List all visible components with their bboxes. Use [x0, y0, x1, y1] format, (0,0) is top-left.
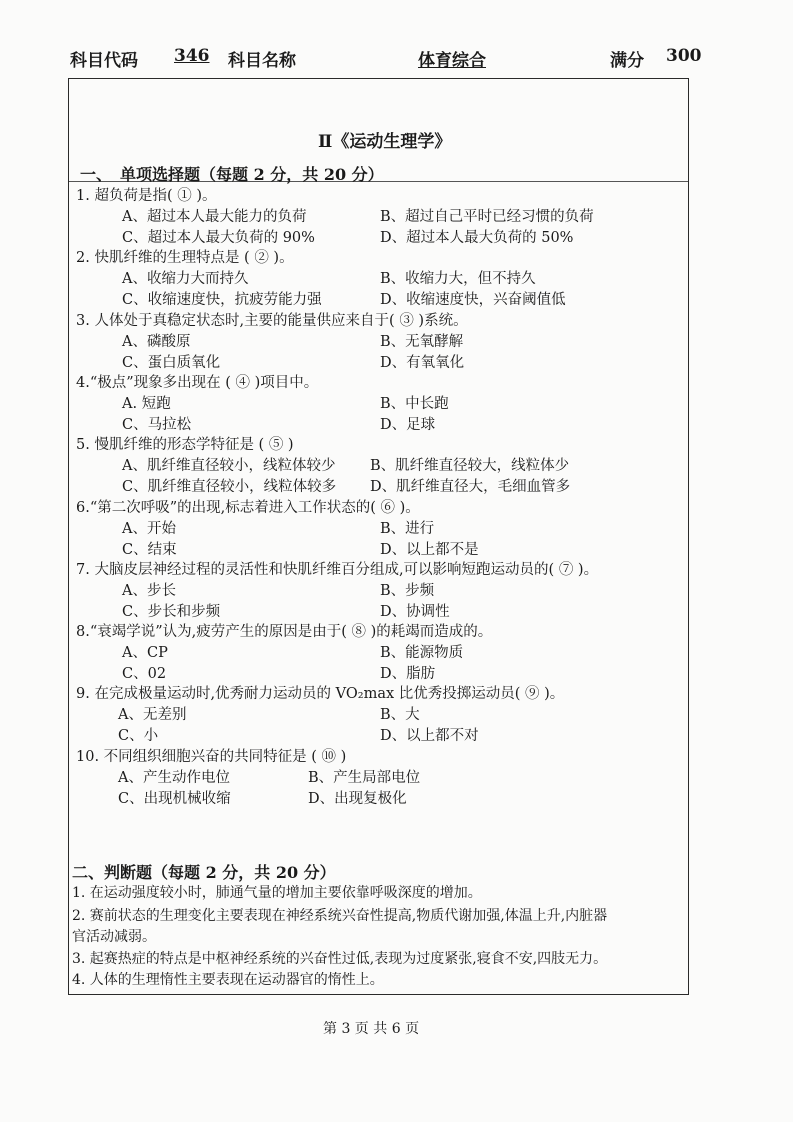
option-a: A、CP — [122, 645, 168, 662]
option-a: A、磷酸原 — [122, 333, 191, 350]
subject-code-label: 科目代码 — [70, 51, 138, 71]
question-stem: 1. 超负荷是指( ① )。 — [76, 188, 217, 204]
page-number: 第 3 页 共 6 页 — [323, 1021, 420, 1037]
option-b: B、超过自己平时已经习惯的负荷 — [380, 209, 594, 225]
full-score-value: 300 — [666, 46, 702, 66]
option-d: D、收缩速度快，兴奋阈值低 — [380, 292, 566, 309]
subject-name-label: 科目名称 — [228, 51, 296, 71]
option-b: B、能源物质 — [380, 645, 464, 662]
question-stem: 2. 快肌纤维的生理特点是 ( ② )。 — [76, 250, 294, 267]
option-b: B、产生局部电位 — [308, 769, 421, 786]
option-c: C、收缩速度快，抗疲劳能力强 — [122, 292, 322, 309]
option-d: D、有氧氧化 — [380, 354, 465, 371]
judgment-item: 2. 赛前状态的生理变化主要表现在神经系统兴奋性提高,物质代谢加强,体温上升,内脏器 — [72, 908, 608, 924]
option-a: A、超过本人最大能力的负荷 — [122, 209, 307, 225]
question-stem: 10. 不同组织细胞兴奋的共同特征是 ( ⑩ ) — [76, 748, 347, 765]
section1-title: 一、 单项选择题（每题 2 分，共 20 分） — [80, 165, 384, 184]
option-b: B、肌纤维直径较大，线粒体少 — [370, 458, 570, 475]
option-a: A、步长 — [122, 582, 176, 599]
subject-code-value: 346 — [174, 46, 210, 66]
option-c: C、蛋白质氧化 — [122, 354, 221, 371]
option-d: D、肌纤维直径大，毛细血管多 — [370, 479, 571, 496]
judgment-item: 4. 人体的生理惰性主要表现在运动器官的惰性上。 — [72, 972, 384, 988]
option-d: D、脂肪 — [380, 666, 436, 683]
question-stem: 5. 慢肌纤维的形态学特征是 ( ⑤ ) — [76, 437, 294, 454]
full-score-label: 满分 — [610, 51, 644, 71]
question-stem: 4.“极点”现象多出现在 ( ④ )项目中。 — [76, 374, 319, 391]
question-stem: 6.“第二次呼吸”的出现,标志着进入工作状态的( ⑥ )。 — [76, 499, 420, 516]
section2-title: 二、判断题（每题 2 分，共 20 分） — [72, 863, 336, 882]
option-a: A、无差别 — [118, 707, 187, 724]
option-c: C、结束 — [122, 541, 177, 558]
judgment-item: 官活动减弱。 — [72, 929, 156, 945]
judgment-item: 1. 在运动强度较小时，肺通气量的增加主要依靠呼吸深度的增加。 — [72, 885, 482, 901]
option-c: C、肌纤维直径较小，线粒体较多 — [122, 479, 337, 496]
option-c: C、出现机械收缩 — [118, 790, 231, 807]
option-a: A、产生动作电位 — [118, 769, 230, 786]
judgment-item: 3. 起赛热症的特点是中枢神经系统的兴奋性过低,表现为过度紧张,寝食不安,四肢无力。 — [72, 951, 608, 967]
option-c: C、小 — [118, 728, 159, 745]
option-a: A、肌纤维直径较小，线粒体较少 — [122, 458, 336, 475]
option-c: C、超过本人最大负荷的 90% — [122, 230, 315, 246]
option-c: C、步长和步频 — [122, 603, 221, 620]
option-d: D、以上都不是 — [380, 541, 479, 558]
question-stem: 8.“衰竭学说”认为,疲劳产生的原因是由于( ⑧ )的耗竭而造成的。 — [76, 624, 493, 641]
option-b: B、进行 — [380, 520, 435, 537]
option-b: B、大 — [380, 707, 420, 724]
question-stem: 9. 在完成极量运动时,优秀耐力运动员的 VO₂max 比优秀投掷运动员( ⑨ )。 — [76, 686, 565, 703]
option-d: D、出现复极化 — [308, 790, 407, 807]
option-a: A、开始 — [122, 520, 176, 537]
option-d: D、超过本人最大负荷的 50% — [380, 230, 574, 246]
option-b: B、无氧酵解 — [380, 333, 464, 350]
subject-name-value: 体育综合 — [418, 51, 486, 71]
question-stem: 3. 人体处于真稳定状态时,主要的能量供应来自于( ③ )系统。 — [76, 312, 468, 329]
option-b: B、收缩力大，但不持久 — [380, 271, 536, 288]
option-a: A. 短跑 — [122, 395, 171, 412]
option-a: A、收缩力大而持久 — [122, 271, 249, 288]
part-title: Ⅱ《运动生理学》 — [318, 132, 452, 152]
option-d: D、协调性 — [380, 603, 450, 620]
option-b: B、中长跑 — [380, 395, 449, 412]
question-stem: 7. 大脑皮层神经过程的灵活性和快肌纤维百分组成,可以影响短跑运动员的( ⑦ )。 — [76, 561, 599, 578]
option-d: D、以上都不对 — [380, 728, 479, 745]
option-b: B、步频 — [380, 582, 435, 599]
option-d: D、足球 — [380, 416, 436, 433]
option-c: C、02 — [122, 666, 167, 683]
option-c: C、马拉松 — [122, 416, 192, 433]
